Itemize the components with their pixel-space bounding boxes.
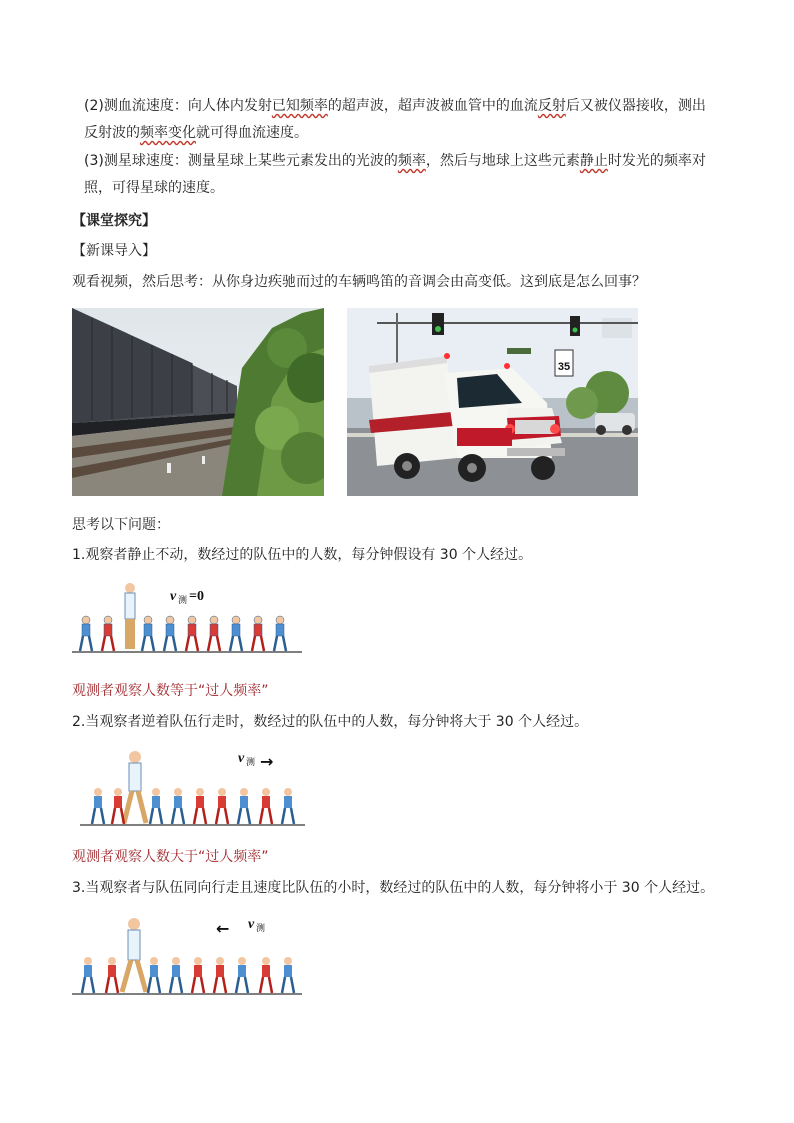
para2-line1: [84, 96, 706, 116]
figure-observer-same-direction: [72, 910, 302, 998]
para3-text-d: 照，可得星球的速度。: [84, 180, 224, 196]
figure-3-walkers: [72, 910, 302, 998]
fig3-arrow-left: ←: [216, 919, 230, 938]
para2-term-reflect: 反射: [537, 98, 566, 114]
para2-term-frequency-change: 频率变化: [140, 125, 196, 141]
train-photo-image: [72, 308, 324, 496]
figure-observer-stationary: [72, 578, 302, 658]
para2-term-known-frequency: 已知频率: [271, 98, 328, 114]
think-prompt: 思考以下问题：: [72, 517, 170, 533]
para3-text-b: ，然后与地球上这些元素: [425, 153, 580, 169]
train-photo: [72, 308, 324, 496]
para3-text-a: (3)测星球速度：测量星球上某些元素发出的光波的: [84, 153, 398, 169]
para3-term-frequency: 频率: [397, 153, 426, 169]
ambulance-photo-image: [347, 308, 638, 496]
figure-1-walkers: [72, 578, 302, 658]
answer-1: 观测者观察人数等于“过人频率”: [72, 683, 269, 699]
figure-observer-against: [80, 745, 305, 830]
para2-text-d: 反射波的: [84, 125, 140, 141]
fig1-velocity-subscript: 测: [178, 596, 188, 606]
para2-text-a: (2)测血流速度：向人体内发射: [84, 98, 272, 114]
observer-walking-same: [122, 918, 146, 992]
para2-text-b: 的超声波，超声波被血管中的血流: [327, 98, 538, 114]
intro-question: 观看视频，然后思考：从你身边疾驰而过的车辆鸣笛的音调会由高变低。这到底是怎么回事？: [72, 274, 646, 290]
para3-text-c: 时发光的频率对: [607, 153, 706, 169]
para3-line1: [84, 151, 706, 171]
heading-new-lesson: 【新课导入】: [72, 243, 156, 259]
observer-walking: [124, 751, 146, 823]
heading-class-inquiry: 【课堂探究】: [72, 213, 156, 229]
para2-line2: [84, 123, 308, 143]
observer-figure: [125, 583, 135, 649]
para3-term-stationary: 静止: [579, 153, 608, 169]
para3-line2: [84, 178, 224, 198]
fig1-velocity-symbol: v: [170, 589, 177, 604]
fig2-velocity-symbol: v: [238, 751, 245, 766]
figure-2-walkers: [80, 745, 305, 830]
fig1-velocity-zero: =0: [189, 589, 204, 604]
speed-sign-35: 35: [557, 361, 571, 373]
para2-text-c: 后又被仪器接收，测出: [565, 98, 706, 114]
fig2-velocity-subscript: 测: [246, 758, 256, 768]
fig3-velocity-symbol: v: [248, 917, 255, 932]
question-2: 2.当观察者逆着队伍行走时，数经过的队伍中的人数，每分钟将大于 30 个人经过。: [72, 714, 589, 730]
fig2-arrow-right: →: [260, 752, 274, 771]
answer-2: 观测者观察人数大于“过人频率”: [72, 849, 269, 865]
question-3: 3.当观察者与队伍同向行走且速度比队伍的小时，数经过的队伍中的人数，每分钟将小于 30 个人经过。: [72, 880, 715, 896]
question-1: 1.观察者静止不动，数经过的队伍中的人数，每分钟假设有 30 个人经过。: [72, 547, 533, 563]
ambulance-photo: [347, 308, 638, 496]
fig3-velocity-subscript: 测: [256, 924, 266, 934]
para2-text-e: 就可得血流速度。: [196, 125, 308, 141]
